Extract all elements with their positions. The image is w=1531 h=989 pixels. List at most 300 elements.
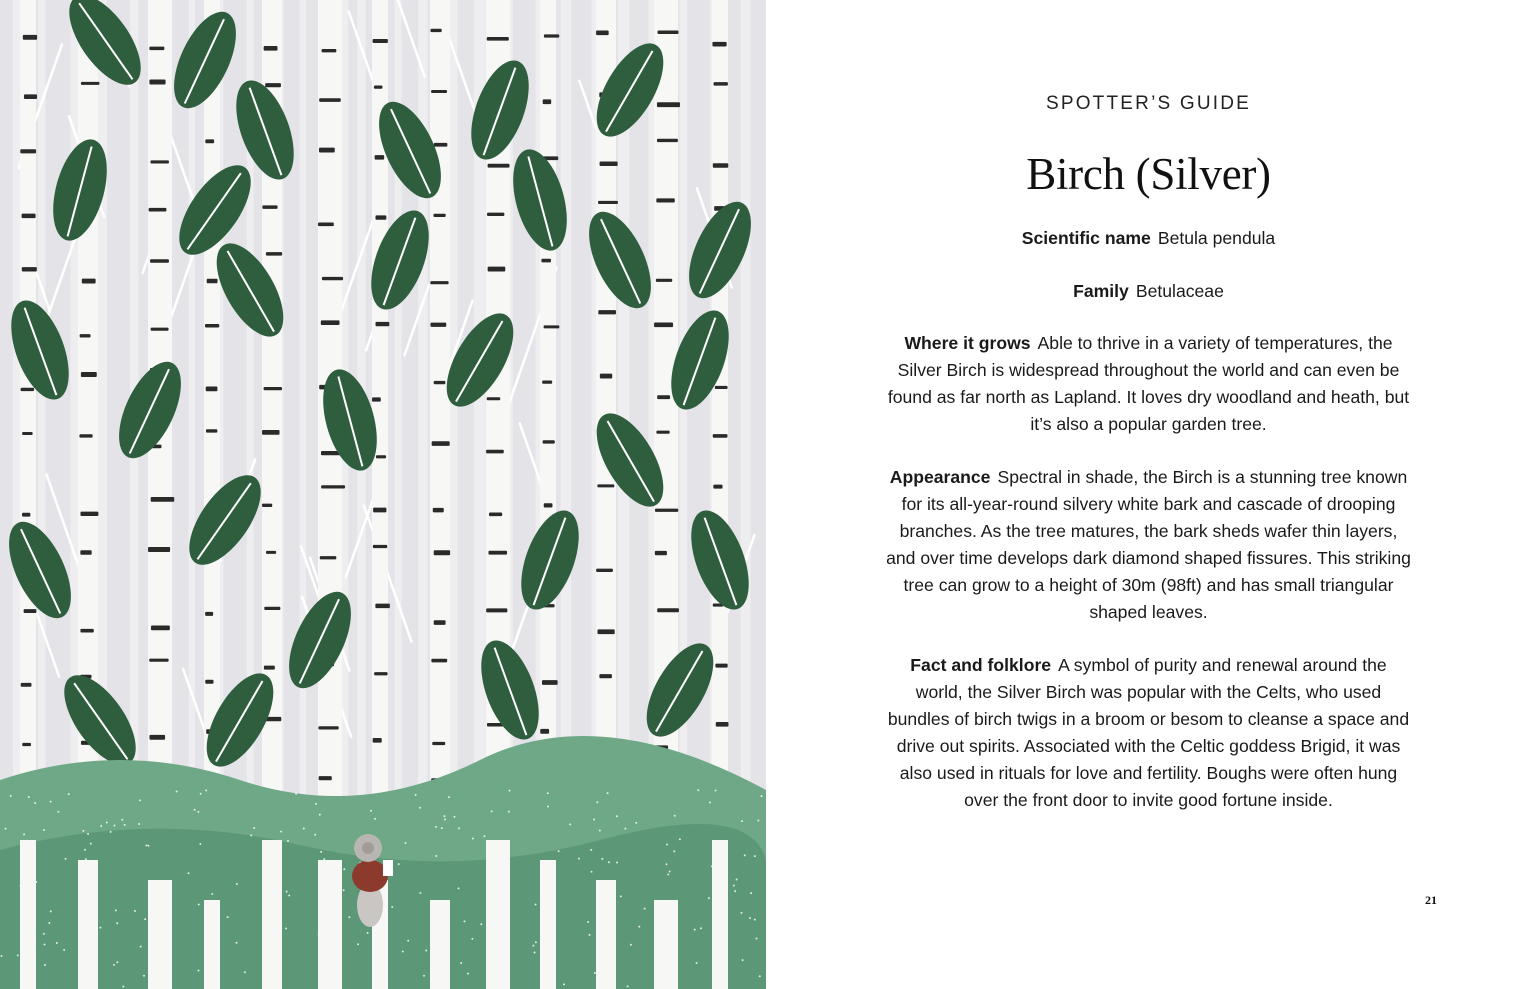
ground-dot (608, 861, 610, 863)
ground-dot (113, 824, 115, 826)
bark-mark (22, 267, 37, 271)
figure-book (383, 860, 393, 876)
ground-dot (319, 814, 321, 816)
bark-mark (80, 629, 93, 633)
ground-dot (491, 810, 493, 812)
ground-dot (5, 828, 7, 830)
bark-mark (487, 37, 509, 41)
bark-mark (657, 102, 680, 107)
ground-dot (115, 909, 117, 911)
scientific-name-label: Scientific name (1021, 228, 1151, 248)
bark-mark (713, 163, 728, 168)
ground-dot (348, 916, 350, 918)
figure-jacket (352, 860, 388, 892)
ground-dot (121, 819, 123, 821)
bark-mark (432, 441, 450, 446)
ground-dot (253, 827, 255, 829)
ground-dot (635, 822, 637, 824)
ground-dot (591, 871, 593, 873)
bark-mark (713, 485, 722, 489)
bark-mark (321, 485, 345, 488)
birch-trunk-base (78, 860, 98, 989)
ground-dot (124, 824, 126, 826)
ground-dot (458, 887, 460, 889)
ground-dot (734, 890, 736, 892)
bark-mark (714, 82, 728, 86)
ground-dot (87, 833, 89, 835)
bark-mark (205, 324, 219, 328)
ground-dot (578, 858, 580, 860)
birch-trunk-base (20, 840, 36, 989)
family-value: Betulaceae (1135, 281, 1224, 301)
bark-mark (24, 609, 37, 613)
bark-mark (374, 85, 383, 88)
bark-mark (544, 503, 553, 507)
birch-trunk-base (204, 900, 220, 989)
bark-mark (487, 213, 504, 216)
ground-dot (63, 949, 65, 951)
ground-dot (535, 941, 537, 943)
bark-mark (80, 334, 91, 337)
bark-mark (488, 164, 510, 168)
ground-dot (82, 830, 84, 832)
ground-dot (563, 983, 565, 985)
ground-dot (443, 815, 445, 817)
bark-mark (487, 397, 500, 400)
bark-mark (22, 513, 30, 517)
ground-dot (90, 843, 92, 845)
ground-dot (50, 910, 52, 912)
ground-dot (398, 863, 400, 865)
birch-trunk-base (486, 840, 510, 989)
bark-mark (657, 395, 670, 399)
where-it-grows-paragraph (886, 330, 1411, 438)
ground-dot (754, 855, 756, 857)
bark-mark (148, 547, 170, 552)
ground-dot (113, 964, 115, 966)
ground-dot (370, 810, 372, 812)
ground-dot (44, 964, 46, 966)
ground-dot (197, 811, 199, 813)
bark-mark (318, 726, 338, 729)
ground-dot (673, 850, 675, 852)
bark-mark (713, 434, 728, 438)
ground-dot (569, 823, 571, 825)
page-number: 21 (1425, 893, 1437, 907)
ground-dot (444, 818, 446, 820)
bark-mark (655, 551, 667, 555)
scientific-name-value: Betula pendula (1157, 228, 1276, 248)
ground-dot (532, 945, 534, 947)
bark-mark (150, 259, 169, 262)
bark-mark (206, 386, 218, 391)
bark-mark (22, 432, 33, 435)
ground-dot (0, 955, 2, 957)
bark-mark (430, 281, 448, 284)
bark-mark (375, 215, 386, 219)
bark-mark (264, 387, 282, 390)
ground-dot (197, 970, 199, 972)
ground-dot (50, 801, 52, 803)
ground-dot (558, 850, 560, 852)
ground-dot (48, 922, 50, 924)
family-label: Family (1073, 281, 1129, 301)
ground-dot (627, 985, 629, 987)
ground-dot (740, 912, 742, 914)
bark-mark (656, 198, 674, 202)
ground-dot (320, 851, 322, 853)
ground-dot (140, 946, 142, 948)
bark-mark (374, 672, 387, 675)
bark-mark (149, 735, 165, 740)
ground-dot (460, 962, 462, 964)
bark-mark (544, 325, 560, 328)
ground-dot (441, 827, 443, 829)
birch-trunk-base (430, 900, 450, 989)
bark-mark (373, 39, 388, 43)
bark-mark (597, 629, 614, 634)
ground-dot (620, 895, 622, 897)
fact-and-folklore-label: Fact and folklore (910, 655, 1052, 675)
bark-mark (322, 277, 343, 280)
bark-mark (656, 279, 672, 282)
bark-mark (375, 604, 389, 609)
bark-mark (596, 30, 609, 35)
birch-trunk-base (148, 880, 172, 989)
ground-dot (285, 928, 287, 930)
ground-dot (419, 807, 421, 809)
bark-mark (654, 323, 673, 328)
appearance-text: Spectral in shade, the Birch is a stunning tree known for its all-year-round silvery white bark and cascade of drooping branches. As the tree matures, the bark sheds wafer thin layers, and over time develops dark diamond shaped fissures. This striking tree can grow to a height of 30m (98ft) and has small triangular shaped leaves. (886, 467, 1411, 622)
ground-dot (145, 844, 147, 846)
ground-dot (666, 844, 668, 846)
appearance-label: Appearance (889, 467, 991, 487)
bark-mark (372, 397, 381, 401)
ground-dot (250, 834, 252, 836)
bark-mark (375, 155, 385, 160)
bark-mark (434, 620, 446, 625)
ground-dot (106, 822, 108, 824)
ground-dot (547, 806, 549, 808)
ground-dot (200, 793, 202, 795)
bark-mark (373, 545, 387, 548)
ground-dot (742, 959, 744, 961)
bark-mark (82, 279, 96, 284)
bark-mark (373, 508, 386, 513)
ground-dot (43, 829, 45, 831)
bark-mark (151, 497, 175, 502)
bark-mark (150, 160, 168, 163)
ground-dot (674, 815, 676, 817)
ground-dot (700, 927, 702, 929)
ground-dot (508, 811, 510, 813)
bark-mark (433, 214, 445, 217)
ground-dot (759, 975, 761, 977)
ground-dot (679, 838, 681, 840)
ground-dot (236, 883, 238, 885)
ground-dot (286, 891, 288, 893)
ground-dot (144, 918, 146, 920)
ground-dot (244, 971, 246, 973)
bark-mark (600, 374, 612, 379)
bark-mark (322, 49, 337, 52)
bark-mark (488, 267, 506, 272)
ground-dot (760, 795, 762, 797)
ground-dot (480, 923, 482, 925)
ground-dot (708, 897, 710, 899)
bark-mark (265, 83, 281, 87)
birch-trunk-base (596, 880, 616, 989)
bark-mark (715, 664, 727, 668)
ground-dot (594, 972, 596, 974)
ground-dot (374, 818, 376, 820)
bark-mark (431, 90, 447, 93)
ground-dot (176, 790, 178, 792)
where-it-grows-label: Where it grows (904, 333, 1031, 353)
ground-dot (85, 858, 87, 860)
bark-mark (375, 322, 389, 326)
bark-mark (540, 729, 549, 734)
where-it-grows-text: Able to thrive in a variety of temperatures, the Silver Birch is widespread throughout the world and can even be found as far north as Lapland. It loves dry woodland and heath, but it’s also a popular garden tree. (887, 333, 1410, 434)
bark-mark (205, 680, 213, 684)
ground-dot (709, 802, 711, 804)
ground-dot (616, 862, 618, 864)
ground-dot (601, 858, 603, 860)
bark-mark (430, 29, 441, 32)
ground-dot (357, 943, 359, 945)
bark-mark (541, 259, 551, 263)
ground-dot (741, 820, 743, 822)
bark-mark (656, 431, 669, 434)
bark-mark (151, 328, 169, 331)
bark-mark (264, 46, 278, 51)
ground-dot (65, 858, 67, 860)
ground-dot (425, 949, 427, 951)
ground-dot (110, 831, 112, 833)
bark-mark (24, 94, 37, 99)
ground-dot (402, 951, 404, 953)
bark-mark (149, 208, 167, 212)
ground-dot (423, 975, 425, 977)
bark-mark (320, 556, 337, 559)
bark-mark (715, 386, 728, 389)
bark-mark (376, 455, 386, 458)
ground-dot (28, 796, 30, 798)
bark-mark (80, 550, 91, 554)
bark-mark (544, 34, 559, 37)
ground-dot (122, 986, 124, 988)
ground-dot (630, 944, 632, 946)
ground-dot (415, 794, 417, 796)
bark-mark (486, 450, 504, 454)
ground-dot (467, 973, 469, 975)
birch-trunk-base (540, 860, 556, 989)
ground-dot (44, 943, 46, 945)
bark-mark (430, 323, 446, 327)
bark-mark (598, 201, 618, 204)
ground-dot (696, 962, 698, 964)
ground-dot (188, 872, 190, 874)
ground-dot (599, 830, 601, 832)
bark-mark (262, 504, 272, 507)
birch-trunk-base (654, 900, 678, 989)
ground-dot (56, 942, 58, 944)
bark-mark (264, 666, 275, 670)
bark-mark (22, 743, 31, 746)
ground-dot (57, 811, 59, 813)
ground-dot (235, 942, 237, 944)
bark-mark (205, 612, 213, 616)
bark-mark (22, 214, 36, 219)
bark-mark (432, 742, 445, 745)
ground-dot (616, 815, 618, 817)
section-eyebrow: SPOTTER’S GUIDE (1045, 93, 1252, 114)
ground-dot (404, 842, 406, 844)
ground-dot (211, 893, 213, 895)
bark-mark (23, 35, 37, 40)
bark-mark (319, 98, 341, 102)
bark-mark (318, 222, 334, 226)
ground-dot (303, 827, 305, 829)
bark-mark (81, 82, 100, 85)
bark-mark (658, 31, 679, 35)
bark-mark (205, 139, 214, 143)
bark-mark (716, 722, 729, 727)
bark-mark (20, 149, 36, 153)
bark-mark (600, 162, 618, 167)
ground-dot (139, 799, 141, 801)
bark-mark (543, 99, 551, 104)
ground-dot (343, 889, 345, 891)
ground-dot (99, 927, 101, 929)
bark-mark (433, 508, 444, 512)
bark-mark (712, 42, 726, 47)
ground-dot (757, 820, 759, 822)
bark-mark (262, 205, 277, 208)
bark-mark (21, 683, 32, 687)
ground-dot (419, 892, 421, 894)
bark-mark (264, 607, 280, 610)
ground-dot (34, 802, 36, 804)
bark-mark (149, 47, 164, 50)
ground-dot (343, 868, 345, 870)
ground-dot (315, 803, 317, 805)
bark-mark (599, 674, 612, 678)
bark-mark (657, 139, 678, 142)
birch-trunk-base (318, 860, 342, 989)
bark-mark (149, 659, 168, 662)
ground-dot (714, 789, 716, 791)
bark-mark (488, 551, 507, 555)
bark-mark (206, 429, 217, 432)
ground-dot (666, 863, 668, 865)
ground-dot (596, 801, 598, 803)
bark-mark (21, 388, 34, 391)
ground-dot (10, 795, 12, 797)
ground-dot (458, 827, 460, 829)
ground-dot (147, 845, 149, 847)
ground-dot (694, 929, 696, 931)
birch-trunk-base (262, 840, 282, 989)
ground-dot (587, 921, 589, 923)
ground-dot (667, 874, 669, 876)
bark-mark (266, 551, 276, 554)
ground-dot (84, 849, 86, 851)
ground-dot (138, 823, 140, 825)
ground-dot (391, 906, 393, 908)
ground-dot (198, 903, 200, 905)
ground-dot (590, 849, 592, 851)
ground-dot (116, 961, 118, 963)
ground-dot (407, 940, 409, 942)
ground-dot (589, 934, 591, 936)
ground-dot (593, 818, 595, 820)
ground-dot (534, 951, 536, 953)
text-page (766, 0, 1531, 989)
ground-dot (463, 920, 465, 922)
bark-mark (149, 80, 165, 85)
bark-mark (434, 550, 450, 555)
ground-dot (453, 816, 455, 818)
ground-dot (750, 892, 752, 894)
bark-mark (373, 738, 382, 743)
ground-dot (314, 834, 316, 836)
ground-dot (471, 938, 473, 940)
bark-mark (79, 434, 92, 437)
ground-dot (638, 926, 640, 928)
bark-mark (319, 776, 332, 780)
ground-dot (280, 831, 282, 833)
ground-dot (435, 826, 437, 828)
ground-dot (736, 878, 738, 880)
ground-dot (287, 840, 289, 842)
page-title: Birch (Silver) (1026, 149, 1271, 199)
bark-mark (321, 320, 340, 325)
ground-dot (754, 919, 756, 921)
bark-mark (655, 509, 678, 512)
birch-trunk-base (712, 840, 728, 989)
bark-mark (598, 310, 616, 314)
bark-mark (542, 381, 552, 384)
ground-dot (227, 916, 229, 918)
ground-dot (23, 833, 25, 835)
bark-mark (434, 381, 446, 384)
bark-mark (81, 372, 97, 377)
ground-dot (607, 792, 609, 794)
bark-mark (319, 148, 335, 153)
ground-dot (295, 793, 297, 795)
ground-dot (733, 885, 735, 887)
bark-mark (80, 512, 98, 516)
appearance-paragraph (886, 464, 1411, 626)
ground-dot (697, 789, 699, 791)
figure-hat-crown (362, 842, 374, 854)
ground-dot (194, 809, 196, 811)
ground-dot (744, 854, 746, 856)
ground-dot (205, 789, 207, 791)
bark-mark (596, 569, 613, 572)
scientific-name-entry (886, 225, 1411, 252)
ground-dot (435, 855, 437, 857)
ground-dot (17, 954, 19, 956)
ground-dot (448, 796, 450, 798)
ground-dot (669, 871, 671, 873)
ground-dot (288, 895, 290, 897)
bark-mark (486, 608, 507, 612)
ground-dot (134, 910, 136, 912)
bark-mark (489, 513, 502, 517)
bark-mark (431, 659, 447, 663)
